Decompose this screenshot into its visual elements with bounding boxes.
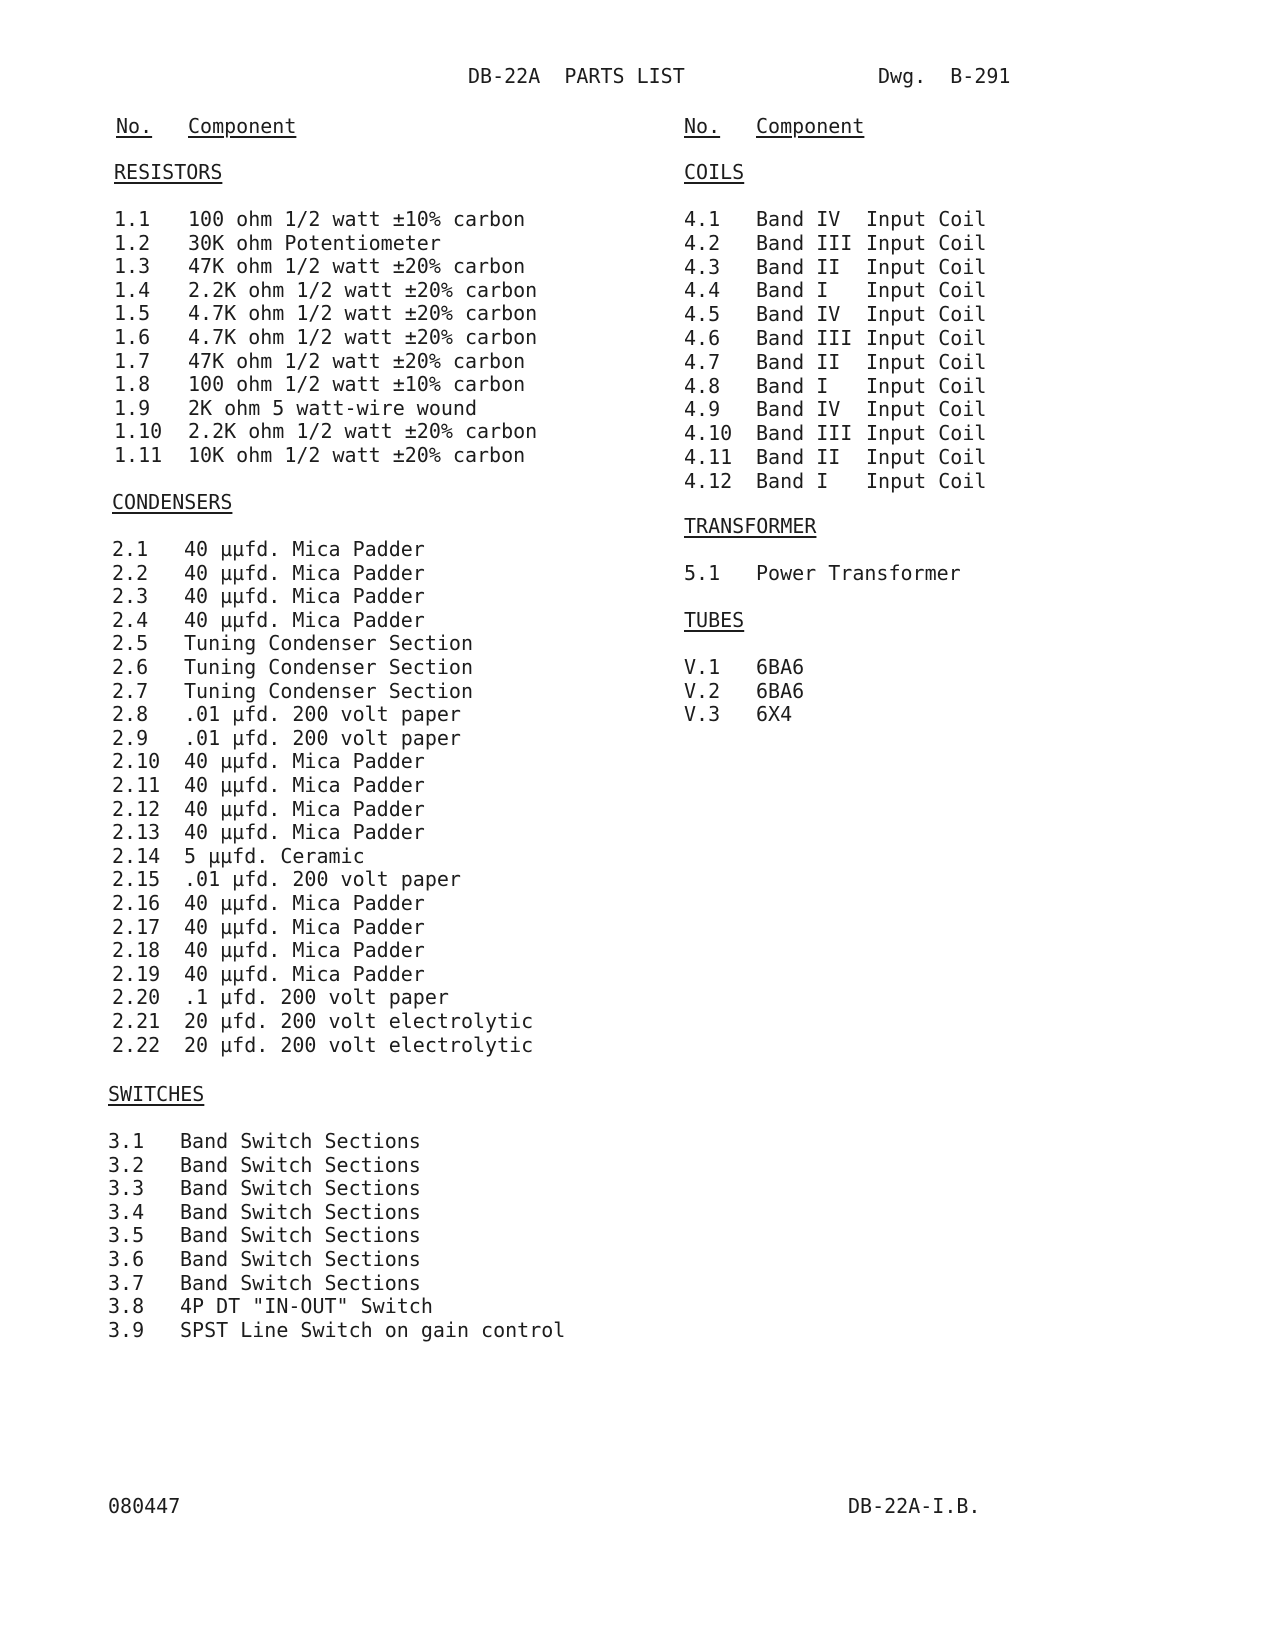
part-number: 2.13 — [112, 820, 161, 845]
coil-type: Input Coil — [866, 397, 987, 422]
part-number: 1.5 — [114, 301, 151, 326]
switches-row — [108, 1247, 668, 1272]
part-number: 3.8 — [108, 1294, 145, 1319]
part-number: 1.3 — [114, 254, 151, 279]
part-number: 2.6 — [112, 655, 149, 679]
resistors-row — [114, 419, 674, 444]
component-description: 40 µµfd. Mica Padder — [184, 914, 425, 939]
part-number: 3.1 — [108, 1129, 145, 1153]
resistors-row — [114, 396, 674, 421]
part-number: 4.1 — [684, 207, 721, 231]
condensers-row — [112, 749, 672, 774]
coils-row — [684, 350, 1244, 375]
part-number: 1.4 — [114, 277, 151, 302]
condensers-row — [112, 655, 672, 680]
tubes-title: TUBES — [684, 608, 745, 632]
switches-row — [108, 1294, 668, 1319]
transformer-title: TRANSFORMER — [684, 514, 817, 538]
part-number: 3.5 — [108, 1223, 145, 1248]
component-description: 2K ohm 5 watt-wire wound — [188, 395, 477, 420]
switches-title: SWITCHES — [108, 1082, 205, 1106]
coils-row — [684, 302, 1244, 327]
part-number: 5.1 — [684, 561, 721, 585]
component-description: 6BA6 — [756, 678, 805, 703]
coils-row — [684, 445, 1244, 470]
condensers-row — [112, 891, 672, 916]
component-description: SPST Line Switch on gain control — [180, 1317, 566, 1342]
condensers-row — [112, 1009, 672, 1034]
coil-band: Band II — [756, 349, 841, 374]
coil-type: Input Coil — [866, 468, 987, 493]
part-number: 4.6 — [684, 326, 721, 350]
part-number: 2.11 — [112, 773, 161, 797]
part-number: 2.8 — [112, 702, 149, 727]
coil-band: Band I — [756, 373, 829, 398]
condensers-row — [112, 938, 672, 963]
component-description: Power Transformer — [756, 561, 961, 585]
part-number: 2.18 — [112, 938, 161, 963]
component-description: Tuning Condenser Section — [184, 678, 473, 703]
condensers-row — [112, 867, 672, 892]
part-number: 3.3 — [108, 1176, 145, 1201]
tubes-row — [684, 679, 1244, 704]
condensers-row — [112, 915, 672, 940]
component-description: Band Switch Sections — [180, 1152, 421, 1177]
transformer-row — [684, 561, 1244, 586]
component-description: 2.2K ohm 1/2 watt ±20% carbon — [188, 419, 538, 444]
part-number: 2.9 — [112, 725, 149, 750]
part-number: 2.21 — [112, 1009, 161, 1033]
part-number: 2.15 — [112, 867, 161, 892]
coil-type: Input Coil — [866, 373, 987, 398]
tubes-row — [684, 655, 1244, 680]
condensers-row — [112, 561, 672, 586]
component-description: 10K ohm 1/2 watt ±20% carbon — [188, 443, 526, 467]
component-description: 20 µfd. 200 volt electrolytic — [184, 1009, 534, 1033]
coils-title: COILS — [684, 160, 745, 184]
coil-type: Input Coil — [866, 207, 987, 231]
coil-type: Input Coil — [866, 326, 987, 350]
component-description: 40 µµfd. Mica Padder — [184, 607, 425, 632]
coil-type: Input Coil — [866, 302, 987, 327]
part-number: 4.9 — [684, 397, 721, 422]
coils-row — [684, 421, 1244, 446]
part-number: 3.7 — [108, 1270, 145, 1295]
part-number: 1.7 — [114, 348, 151, 373]
coils-row — [684, 374, 1244, 399]
footer-manual-id: DB-22A-I.B. — [848, 1494, 981, 1518]
part-number: 1.8 — [114, 372, 151, 397]
condensers-row — [112, 631, 672, 656]
coil-band: Band III — [756, 326, 853, 350]
part-number: 2.5 — [112, 631, 149, 656]
part-number: 3.9 — [108, 1317, 145, 1342]
component-description: 40 µµfd. Mica Padder — [184, 537, 425, 561]
coil-type: Input Coil — [866, 254, 987, 279]
part-number: 4.4 — [684, 278, 721, 303]
coil-band: Band IV — [756, 397, 841, 422]
component-description: 6BA6 — [756, 655, 805, 679]
coil-band: Band III — [756, 230, 853, 255]
part-number: 4.5 — [684, 302, 721, 327]
tubes-row — [684, 702, 1244, 727]
coil-type: Input Coil — [866, 230, 987, 255]
coils-row — [684, 326, 1244, 351]
coils-row — [684, 469, 1244, 494]
component-description: 20 µfd. 200 volt electrolytic — [184, 1032, 534, 1057]
coils-row — [684, 278, 1244, 303]
condensers-row — [112, 537, 672, 562]
component-description: Band Switch Sections — [180, 1223, 421, 1248]
part-number: 4.12 — [684, 468, 733, 493]
part-number: 2.10 — [112, 749, 161, 774]
coil-band: Band I — [756, 278, 829, 303]
coil-band: Band II — [756, 445, 841, 469]
part-number: 2.19 — [112, 961, 161, 986]
resistors-row — [114, 325, 674, 350]
coil-type: Input Coil — [866, 349, 987, 374]
coils-row — [684, 397, 1244, 422]
component-description: .01 µfd. 200 volt paper — [184, 702, 461, 727]
resistors-row — [114, 349, 674, 374]
part-number: 4.7 — [684, 349, 721, 374]
part-number: 4.11 — [684, 445, 733, 469]
component-description: 40 µµfd. Mica Padder — [184, 773, 425, 797]
coil-type: Input Coil — [866, 421, 987, 446]
component-description: 4.7K ohm 1/2 watt ±20% carbon — [188, 325, 538, 349]
component-description: 100 ohm 1/2 watt ±10% carbon — [188, 372, 526, 397]
switches-row — [108, 1129, 668, 1154]
condensers-row — [112, 820, 672, 845]
condensers-row — [112, 844, 672, 869]
part-number: 2.12 — [112, 796, 161, 821]
part-number: 2.17 — [112, 914, 161, 939]
part-number: 4.2 — [684, 230, 721, 255]
component-description: Tuning Condenser Section — [184, 655, 473, 679]
component-description: 100 ohm 1/2 watt ±10% carbon — [188, 207, 526, 231]
resistors-row — [114, 278, 674, 303]
component-description: Band Switch Sections — [180, 1247, 421, 1271]
part-number: 1.1 — [114, 207, 151, 231]
component-description: Tuning Condenser Section — [184, 631, 473, 656]
component-description: Band Switch Sections — [180, 1270, 421, 1295]
condensers-row — [112, 962, 672, 987]
coil-band: Band IV — [756, 302, 841, 327]
resistors-title: RESISTORS — [114, 160, 223, 184]
resistors-row — [114, 254, 674, 279]
coil-band: Band IV — [756, 207, 841, 231]
right-column-no-header: No. — [684, 114, 721, 138]
switches-row — [108, 1153, 668, 1178]
component-description: Band Switch Sections — [180, 1199, 421, 1224]
coils-row — [684, 231, 1244, 256]
footer-document-code: 080447 — [108, 1494, 181, 1518]
condensers-row — [112, 584, 672, 609]
component-description: 2.2K ohm 1/2 watt ±20% carbon — [188, 277, 538, 302]
part-number: 3.6 — [108, 1247, 145, 1271]
component-description: 6X4 — [756, 702, 793, 727]
component-description: 5 µµfd. Ceramic — [184, 843, 365, 868]
component-description: 40 µµfd. Mica Padder — [184, 796, 425, 821]
coils-row — [684, 255, 1244, 280]
condensers-row — [112, 773, 672, 798]
component-description: Band Switch Sections — [180, 1176, 421, 1201]
component-description: 47K ohm 1/2 watt ±20% carbon — [188, 254, 526, 279]
left-column-component-header: Component — [188, 114, 297, 138]
part-number: 4.8 — [684, 373, 721, 398]
condensers-row — [112, 985, 672, 1010]
resistors-row — [114, 443, 674, 468]
component-description: 40 µµfd. Mica Padder — [184, 584, 425, 609]
component-description: 30K ohm Potentiometer — [188, 230, 441, 255]
part-number: 2.1 — [112, 537, 149, 561]
coil-type: Input Coil — [866, 445, 987, 469]
component-description: .01 µfd. 200 volt paper — [184, 867, 461, 892]
switches-row — [108, 1223, 668, 1248]
part-number: 4.10 — [684, 421, 733, 446]
coil-type: Input Coil — [866, 278, 987, 303]
part-number: V.3 — [684, 702, 721, 727]
part-number: V.1 — [684, 655, 721, 679]
component-description: Band Switch Sections — [180, 1129, 421, 1153]
part-number: 2.2 — [112, 560, 149, 585]
part-number: 2.22 — [112, 1032, 161, 1057]
part-number: 3.2 — [108, 1152, 145, 1177]
drawing-number: Dwg. B-291 — [878, 64, 1011, 88]
part-number: 2.4 — [112, 607, 149, 632]
part-number: 2.3 — [112, 584, 149, 609]
condensers-row — [112, 1033, 672, 1058]
page-title: DB-22A PARTS LIST — [468, 64, 685, 88]
component-description: 40 µµfd. Mica Padder — [184, 961, 425, 986]
coil-band: Band II — [756, 254, 841, 279]
component-description: .1 µfd. 200 volt paper — [184, 985, 449, 1010]
component-description: 4P DT "IN-OUT" Switch — [180, 1294, 433, 1319]
condensers-title: CONDENSERS — [112, 490, 233, 514]
resistors-row — [114, 207, 674, 232]
left-column-no-header: No. — [116, 114, 153, 138]
part-number: 1.10 — [114, 419, 163, 444]
part-number: 1.11 — [114, 443, 163, 467]
part-number: 1.2 — [114, 230, 151, 255]
part-number: 3.4 — [108, 1199, 145, 1224]
component-description: 40 µµfd. Mica Padder — [184, 749, 425, 774]
component-description: 40 µµfd. Mica Padder — [184, 938, 425, 963]
coil-band: Band I — [756, 468, 829, 493]
part-number: 1.9 — [114, 395, 151, 420]
component-description: .01 µfd. 200 volt paper — [184, 725, 461, 750]
coil-band: Band III — [756, 421, 853, 446]
switches-row — [108, 1200, 668, 1225]
component-description: 40 µµfd. Mica Padder — [184, 820, 425, 845]
component-description: 40 µµfd. Mica Padder — [184, 891, 425, 915]
component-description: 47K ohm 1/2 watt ±20% carbon — [188, 348, 526, 373]
part-number: V.2 — [684, 678, 721, 703]
coils-row — [684, 207, 1244, 232]
switches-row — [108, 1318, 668, 1343]
resistors-row — [114, 372, 674, 397]
part-number: 2.7 — [112, 678, 149, 703]
condensers-row — [112, 679, 672, 704]
resistors-row — [114, 231, 674, 256]
part-number: 2.20 — [112, 985, 161, 1010]
component-description: 4.7K ohm 1/2 watt ±20% carbon — [188, 301, 538, 326]
part-number: 2.16 — [112, 891, 161, 915]
resistors-row — [114, 301, 674, 326]
condensers-row — [112, 608, 672, 633]
condensers-row — [112, 797, 672, 822]
part-number: 4.3 — [684, 254, 721, 279]
condensers-row — [112, 726, 672, 751]
right-column-component-header: Component — [756, 114, 865, 138]
part-number: 2.14 — [112, 843, 161, 868]
part-number: 1.6 — [114, 325, 151, 349]
component-description: 40 µµfd. Mica Padder — [184, 560, 425, 585]
switches-row — [108, 1271, 668, 1296]
switches-row — [108, 1176, 668, 1201]
condensers-row — [112, 702, 672, 727]
